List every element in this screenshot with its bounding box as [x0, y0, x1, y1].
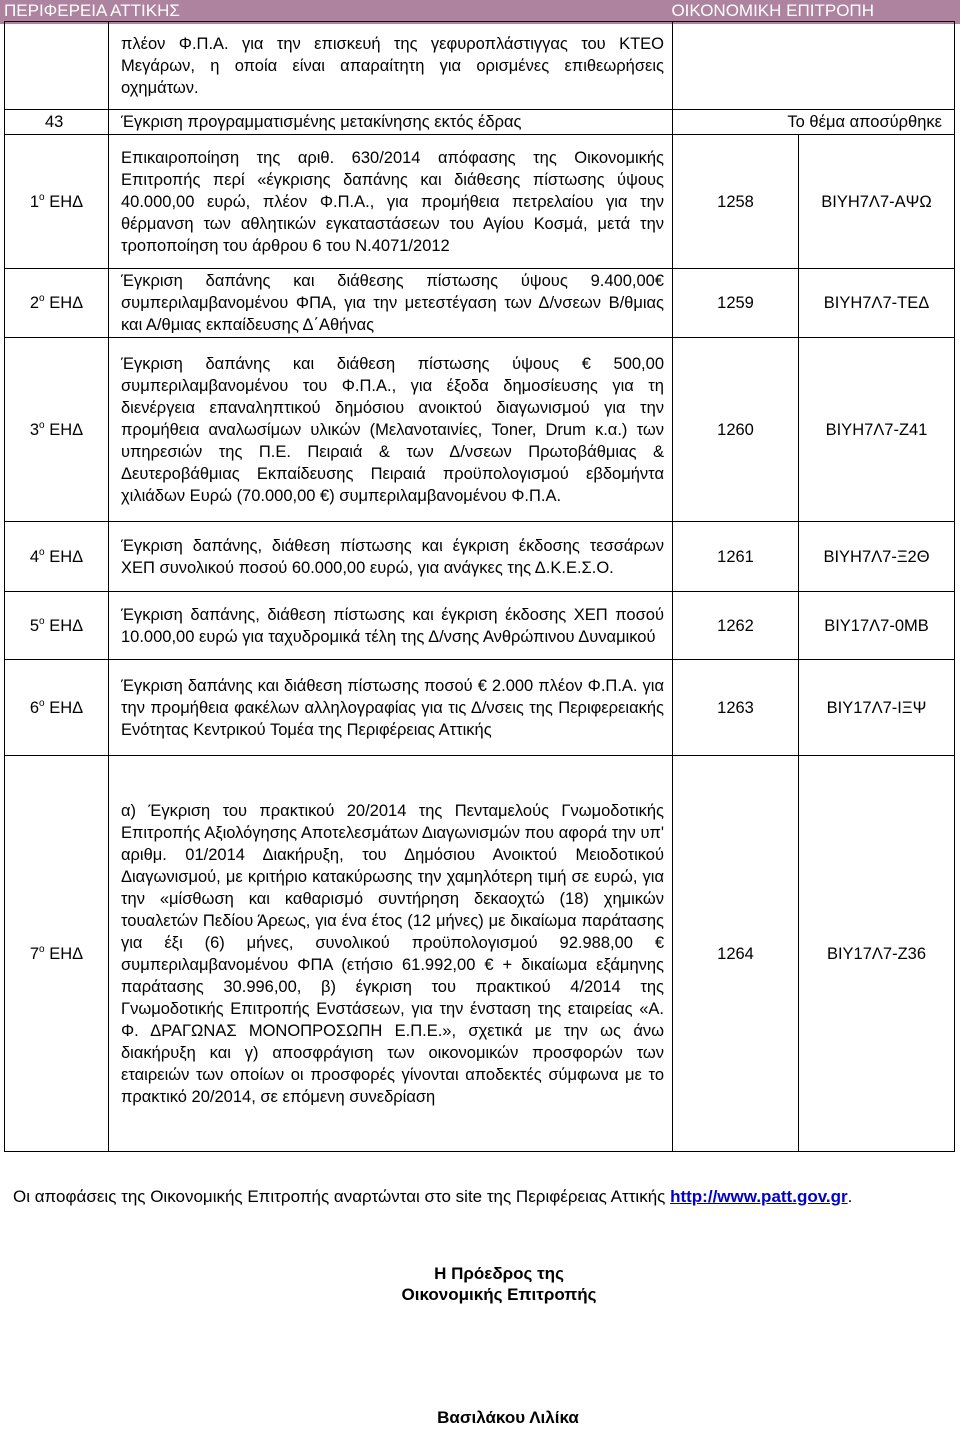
table-row: [5, 592, 955, 660]
decision-number: 1258: [673, 135, 799, 269]
item-description: Έγκριση προγραμματισμένης μετακίνησης εκτός έδρας: [109, 110, 673, 135]
signature-title-line1: Η Πρόεδρος της: [434, 1264, 564, 1283]
decision-number: 1264: [673, 756, 799, 1152]
item-description: Έγκριση δαπάνης και διάθεσης πίστωσης ύψους 9.400,00€ συμπεριλαμβανομένου ΦΠΑ, για την μετεστέγαση των Δ/νσεων Β/θμιας και Α/θμιας εκπαίδευσης Δ΄Αθήνας: [109, 269, 673, 338]
item-outcome: Το θέμα αποσύρθηκε: [673, 110, 955, 135]
row-label: $6^o$ ΕΗΔ: [5, 660, 109, 756]
ada-code: ΒΙΥΗ7Λ7-ΤΕΔ: [799, 269, 955, 338]
signatory-name: Βασιλάκου Λιλίκα: [437, 1408, 579, 1427]
table-row: [5, 22, 955, 110]
table-row: [5, 135, 955, 269]
ada-code: ΒΙΥΗ7Λ7-Ζ41: [799, 338, 955, 522]
ada-code: ΒΙΥΗ7Λ7-Ξ2Θ: [799, 522, 955, 592]
publication-text: Οι αποφάσεις της Οικονομικής Επιτροπής αναρτώνται στο site της Περιφέρειας Αττικής: [13, 1187, 666, 1206]
item-description: Έγκριση δαπάνης, διάθεση πίστωσης και έγκριση έκδοσης ΧΕΠ ποσού 10.000,00 ευρώ για ταχυδρομικά τέλη της Δ/νσης Ανθρώπινου Δυναμικού: [109, 592, 673, 660]
link-period: .: [847, 1187, 853, 1206]
row-label: $1^o$ ΕΗΔ: [5, 135, 109, 269]
row-label: $7^o$ ΕΗΔ: [5, 756, 109, 1152]
decision-number: 1259: [673, 269, 799, 338]
item-description: Έγκριση δαπάνης και διάθεση πίστωσης ποσού € 2.000 πλέον Φ.Π.Α. για την προμήθεια φακέλων αλληλογραφίας για τις Δ/νσεις της Περιφερειακής Ενότητας Κεντρικού Τομέα της Περιφέρειας Αττικής: [109, 660, 673, 756]
decision-number: 1262: [673, 592, 799, 660]
item-number: 43: [5, 110, 109, 135]
item-description: Έγκριση δαπάνης και διάθεση πίστωσης ύψους € 500,00 συμπεριλαμβανομένου του Φ.Π.Α., για έξοδα δημοσίευσης για τη διενέργεια επαναληπτικού δημόσιου ανοικτού διαγωνισμού για την προμήθεια αναλωσίμων υλικών (Μελανοταινίες, Toner, Drum κ.α.) των υπηρεσιών της Π.Ε. Πειραιά & των Δ/νσεων Πρωτοβάθμιας & Δευτεροβάθμιας Εκπαίδευσης Πειραιά προϋπολογισμού εβδομήντα χιλιάδων Ευρώ (70.000,00 €) συμπεριλαμβανομένου Φ.Π.Α.: [109, 338, 673, 522]
table-row: [5, 338, 955, 522]
header-region: ΠΕΡΙΦΕΡΕΙΑ ΑΤΤΙΚΗΣ: [4, 1, 180, 20]
ada-code: ΒΙΥ17Λ7-0ΜΒ: [799, 592, 955, 660]
agenda-table: [4, 21, 955, 1152]
item-description: πλέον Φ.Π.Α. για την επισκευή της γεφυροπλάστιγγας του ΚΤΕΟ Μεγάρων, η οποία είναι απαραίτητη για ορισμένες επιθεωρήσεις οχημάτων.: [109, 22, 673, 110]
decision-number: 1261: [673, 522, 799, 592]
ada-code: ΒΙΥΗ7Λ7-ΑΨΩ: [799, 135, 955, 269]
item-description: Επικαιροποίηση της αριθ. 630/2014 απόφασης της Οικονομικής Επιτροπής περί «έγκρισης δαπάνης και διάθεσης πίστωσης ύψους 40.000,00 ευρώ, πλέον Φ.Π.Α., για προμήθεια πετρελαίου για την θέρμανση των αθλητικών εγκαταστάσεων του Αγίου Κοσμά, μετά την τροποποίηση του άρθρου 6 του Ν.4071/2012: [109, 135, 673, 269]
decision-number: 1260: [673, 338, 799, 522]
table-row: [5, 756, 955, 1152]
table-row: [5, 269, 955, 338]
row-label: $5^o$ ΕΗΔ: [5, 592, 109, 660]
signature-title-line2: Οικονομικής Επιτροπής: [401, 1285, 597, 1304]
ada-code: ΒΙΥ17Λ7-ΙΞΨ: [799, 660, 955, 756]
table-row: [5, 522, 955, 592]
website-link[interactable]: http://www.patt.gov.gr: [670, 1187, 848, 1206]
empty-cell: [673, 22, 955, 110]
row-number: [5, 22, 109, 110]
header-committee: ΟΙΚΟΝΟΜΙΚΗ ΕΠΙΤΡΟΠΗ: [671, 1, 874, 20]
decision-number: 1263: [673, 660, 799, 756]
table-row: [5, 660, 955, 756]
item-description: Έγκριση δαπάνης, διάθεση πίστωσης και έγκριση έκδοσης τεσσάρων ΧΕΠ συνολικού ποσού 60.000,00 ευρώ, για ανάγκες της Δ.Κ.Ε.Σ.Ο.: [109, 522, 673, 592]
row-label: $4^o$ ΕΗΔ: [5, 522, 109, 592]
ada-code: ΒΙΥ17Λ7-Ζ36: [799, 756, 955, 1152]
publication-note: [13, 1186, 945, 1208]
row-label: $2^o$ ΕΗΔ: [5, 269, 109, 338]
table-row: [5, 110, 955, 135]
item-description: α) Έγκριση του πρακτικού 20/2014 της Πενταμελούς Γνωμοδοτικής Επιτροπής Αξιολόγησης Αποτελεσμάτων Διαγωνισμών που αφορά την υπ' αριθμ. 01/2014 Διακήρυξη, του Δημόσιου Ανοικτού Μειοδοτικού Διαγωνισμού, με κριτήριο κατακύρωσης την χαμηλότερη τιμή σε ευρώ, για την «μίσθωση και καθαρισμό συντήρηση δεκαοχτώ (18) χημικών τουαλετών Πεδίου Άρεως, για ένα έτος (12 μήνες) με δικαίωμα παράτασης για έξι (6) μήνες, συνολικού προϋπολογισμού 92.988,00 € συμπεριλαμβανομένου ΦΠΑ (ετήσιο 61.992,00 € + δικαίωμα εξάμηνης παράτασης 30.996,00, β) έγκριση του πρακτικού 4/2014 της Γνωμοδοτικής Επιτροπής Ενστάσεων, για την ένσταση της εταιρείας «Α. Φ. ΔΡΑΓΩΝΑΣ ΜΟΝΟΠΡΟΣΩΠΗ Ε.Π.Ε.», σχετικά με την ως άνω διακήρυξη και γ) αποσφράγιση των οικονομικών προσφορών των εταιρειών των οποίων οι προσφορές γίνονται αποδεκτές σύμφωνα με το πρακτικό 20/2014, σε επόμενη συνεδρίαση: [109, 756, 673, 1152]
row-label: $3^o$ ΕΗΔ: [5, 338, 109, 522]
